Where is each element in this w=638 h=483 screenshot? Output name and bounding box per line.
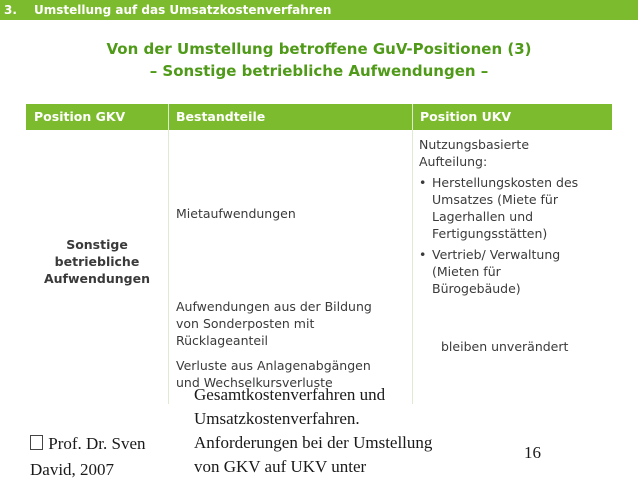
column-divider-2 <box>412 104 413 404</box>
item-line: und Wechselkursverluste <box>176 375 333 390</box>
caption-line: von GKV auf UKV unter <box>194 457 367 476</box>
bullet-line: (Mieten für <box>432 264 501 279</box>
footer-caption <box>194 383 432 479</box>
ukv-intro-line: Aufteilung: <box>419 154 488 169</box>
slide-title: Von der Umstellung betroffene GuV-Positionen (3) <box>106 40 532 58</box>
table-header-row <box>26 104 612 130</box>
caption-line: Gesamtkostenverfahren und <box>194 385 386 404</box>
caption-line: Anforderungen bei der Umstellung <box>194 433 433 452</box>
bullet-line: • Herstellungskosten des <box>432 175 579 190</box>
page-number: 16 <box>524 443 541 462</box>
item-rental-expenses: Mietaufwendungen <box>176 206 296 221</box>
copyright-icon <box>30 435 43 450</box>
ukv-bullet-cost-of-sales <box>419 174 609 242</box>
section-number: 3. <box>4 3 17 17</box>
author-line-1 <box>30 431 146 457</box>
slide-subtitle: – Sonstige betriebliche Aufwendungen – <box>149 62 489 80</box>
item-line: von Sonderposten mit <box>176 316 315 331</box>
author-line-2: David, 2007 <box>30 460 115 479</box>
column-header-components: Bestandteile <box>176 109 266 124</box>
item-special-items <box>176 298 372 349</box>
section-title: Umstellung auf das Umsatzkostenverfahren <box>34 3 332 17</box>
ukv-intro-line: Nutzungsbasierte <box>419 137 530 152</box>
row-header-line: Sonstige <box>66 237 128 252</box>
ukv-bullet-sales-admin <box>419 246 609 297</box>
item-line: Rücklageanteil <box>176 333 269 348</box>
bullet-line: Fertigungsstätten) <box>432 226 548 241</box>
author-credit <box>30 431 146 483</box>
bullet-line: • Vertrieb/ Verwaltung <box>432 247 561 262</box>
ukv-bullet-list <box>419 174 609 297</box>
item-line: Verluste aus Anlagenabgängen <box>176 358 371 373</box>
bullet-line: Bürogebäude) <box>432 281 521 296</box>
column-header-gkv: Position GKV <box>34 109 126 124</box>
ukv-rental-allocation <box>419 136 609 297</box>
author-name: Prof. Dr. Sven <box>44 434 146 453</box>
column-divider-1 <box>168 104 169 404</box>
row-header-line: betriebliche <box>54 254 140 269</box>
row-header-line: Aufwendungen <box>43 271 150 286</box>
bullet-line: Lagerhallen und <box>432 209 534 224</box>
column-header-ukv: Position UKV <box>420 109 512 124</box>
bullet-line: Umsatzes (Miete für <box>432 192 558 207</box>
item-line: Aufwendungen aus der Bildung <box>176 299 372 314</box>
ukv-unchanged: bleiben unverändert <box>441 339 569 354</box>
section-header-bar <box>0 0 638 20</box>
row-header-other-expenses <box>26 236 168 287</box>
caption-line: Umsatzkostenverfahren. <box>194 409 360 428</box>
